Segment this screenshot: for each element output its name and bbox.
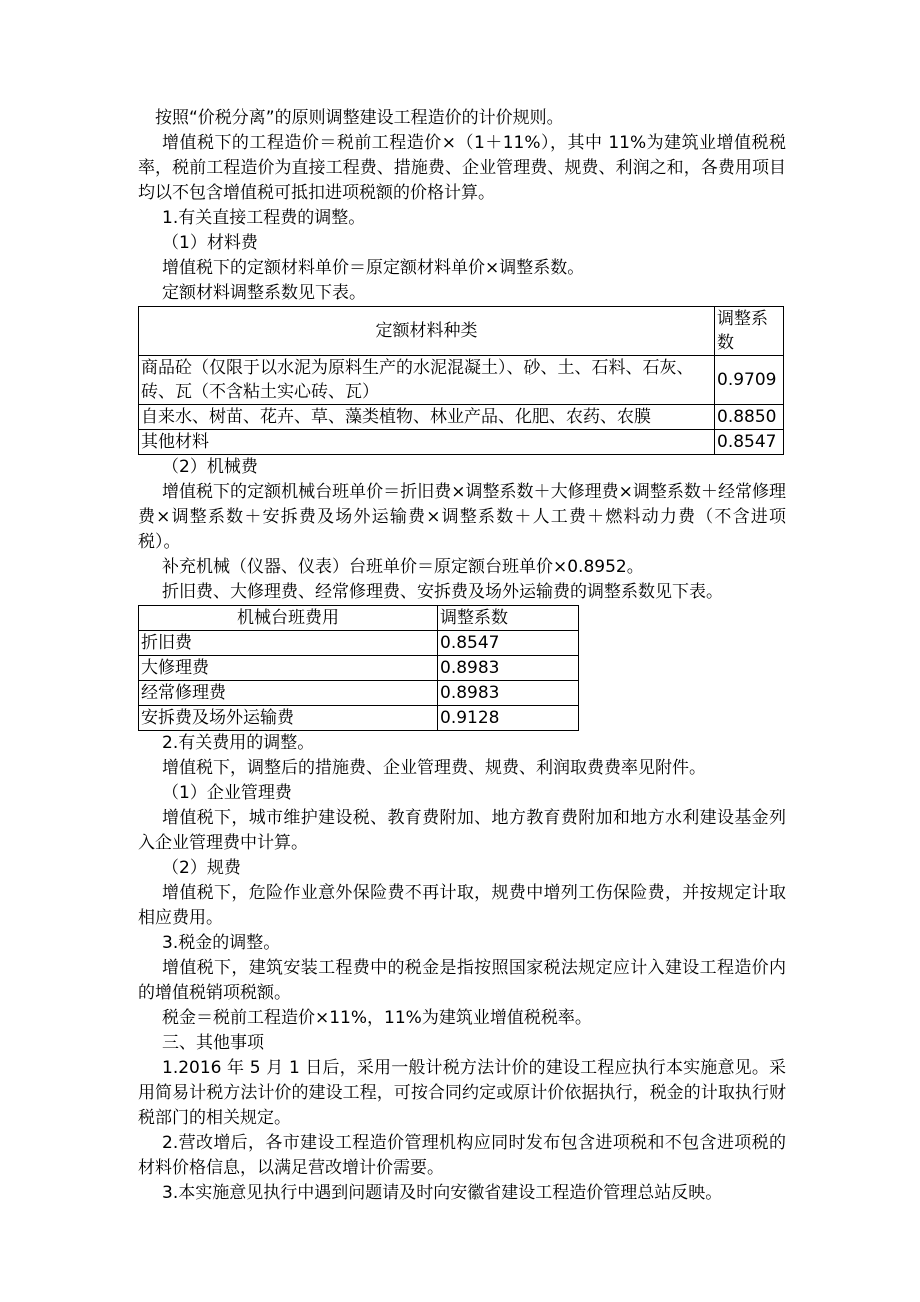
section-1-sub-2-p1: 增值税下的定额机械台班单价＝折旧费×调整系数＋大修理费×调整系数＋经常修理费×调整系数＋安拆费及场外运输费×调整系数＋人工费＋燃料动力费（不含进项税）。 — [138, 482, 786, 552]
section-2-sub-1-p1: 增值税下，城市维护建设税、教育费附加、地方教育费附加和地方水利建设基金列入企业管理费中计算。 — [138, 808, 786, 853]
table-cell-value: 0.8850 — [715, 405, 784, 430]
intro-paragraph-1: 按照“价税分离”的原则调整建设工程造价的计价规则。 — [155, 108, 564, 128]
table-cell-name: 商品砼（仅限于以水泥为原料生产的水泥混凝土）、砂、土、石料、石灰、砖、瓦（不含粘土实心砖、瓦） — [139, 356, 715, 405]
table-cell-value: 0.8547 — [715, 430, 784, 455]
section-2-sub-1: （1）企业管理费 — [162, 783, 292, 803]
table-cell-name: 自来水、树苗、花卉、草、藻类植物、林业产品、化肥、农药、农膜 — [139, 405, 715, 430]
table-row — [139, 405, 784, 430]
table-cell-value: 0.8983 — [438, 681, 579, 706]
table-header-name: 机械台班费用 — [139, 606, 438, 631]
document-page — [138, 106, 786, 1206]
table-cell-name: 经常修理费 — [139, 681, 438, 706]
section-3-p2: 税金＝税前工程造价×11%，11%为建筑业增值税税率。 — [162, 1008, 592, 1028]
material-coefficient-table — [138, 306, 784, 455]
table-cell-value: 0.8547 — [438, 631, 579, 656]
table-header-value: 调整系数 — [438, 606, 579, 631]
section-1-sub-1: （1）材料费 — [162, 233, 258, 253]
section-2-title: 2.有关费用的调整。 — [162, 733, 315, 753]
section-2-p1: 增值税下，调整后的措施费、企业管理费、规费、利润取费费率见附件。 — [162, 758, 706, 778]
table-header-name: 定额材料种类 — [139, 307, 715, 356]
table-cell-value: 0.9128 — [438, 706, 579, 731]
section-1-sub-1-p1: 增值税下的定额材料单价＝原定额材料单价×调整系数。 — [162, 258, 585, 278]
table-cell-name: 大修理费 — [139, 656, 438, 681]
section-1-sub-1-p2: 定额材料调整系数见下表。 — [162, 283, 366, 303]
table-cell-name: 折旧费 — [139, 631, 438, 656]
part-3-title: 三、其他事项 — [162, 1033, 264, 1053]
part-3-item-3: 3.本实施意见执行中遇到问题请及时向安徽省建设工程造价管理总站反映。 — [162, 1183, 723, 1203]
table-header-row — [139, 606, 579, 631]
table-row — [139, 356, 784, 405]
table-header-value: 调整系数 — [715, 307, 784, 356]
table-row — [139, 631, 579, 656]
table-row — [139, 706, 579, 731]
section-1-sub-2-p3: 折旧费、大修理费、经常修理费、安拆费及场外运输费的调整系数见下表。 — [162, 582, 723, 602]
section-3-title: 3.税金的调整。 — [162, 933, 281, 953]
intro-paragraph-2: 增值税下的工程造价＝税前工程造价×（1＋11%），其中 11%为建筑业增值税税率，税前工程造价为直接工程费、措施费、企业管理费、规费、利润之和，各费用项目均以不包含增值税可抵扣进项税额的价格计算。 — [138, 133, 786, 203]
table-row — [139, 656, 579, 681]
section-3-p1: 增值税下，建筑安装工程费中的税金是指按照国家税法规定应计入建设工程造价内的增值税销项税额。 — [138, 958, 786, 1003]
section-1-title: 1.有关直接工程费的调整。 — [162, 208, 366, 228]
table-row — [139, 430, 784, 455]
section-2-sub-2: （2）规费 — [162, 858, 241, 878]
table-cell-value: 0.9709 — [715, 356, 784, 405]
section-1-sub-2-p2: 补充机械（仪器、仪表）台班单价＝原定额台班单价×0.8952。 — [162, 557, 644, 577]
table-cell-name: 其他材料 — [139, 430, 715, 455]
section-1-sub-2: （2）机械费 — [162, 457, 258, 477]
part-3-item-1: 1.2016 年 5 月 1 日后，采用一般计税方法计价的建设工程应执行本实施意见。采用简易计税方法计价的建设工程，可按合同约定或原计价依据执行，税金的计取执行财税部门的相关规定。 — [138, 1058, 786, 1128]
part-3-item-2: 2.营改增后，各市建设工程造价管理机构应同时发布包含进项税和不包含进项税的材料价格信息，以满足营改增计价需要。 — [138, 1133, 786, 1178]
table-row — [139, 681, 579, 706]
table-cell-name: 安拆费及场外运输费 — [139, 706, 438, 731]
table-header-row — [139, 307, 784, 356]
section-2-sub-2-p1: 增值税下，危险作业意外保险费不再计取，规费中增列工伤保险费，并按规定计取相应费用。 — [138, 883, 786, 928]
machine-coefficient-table — [138, 605, 579, 731]
table-cell-value: 0.8983 — [438, 656, 579, 681]
